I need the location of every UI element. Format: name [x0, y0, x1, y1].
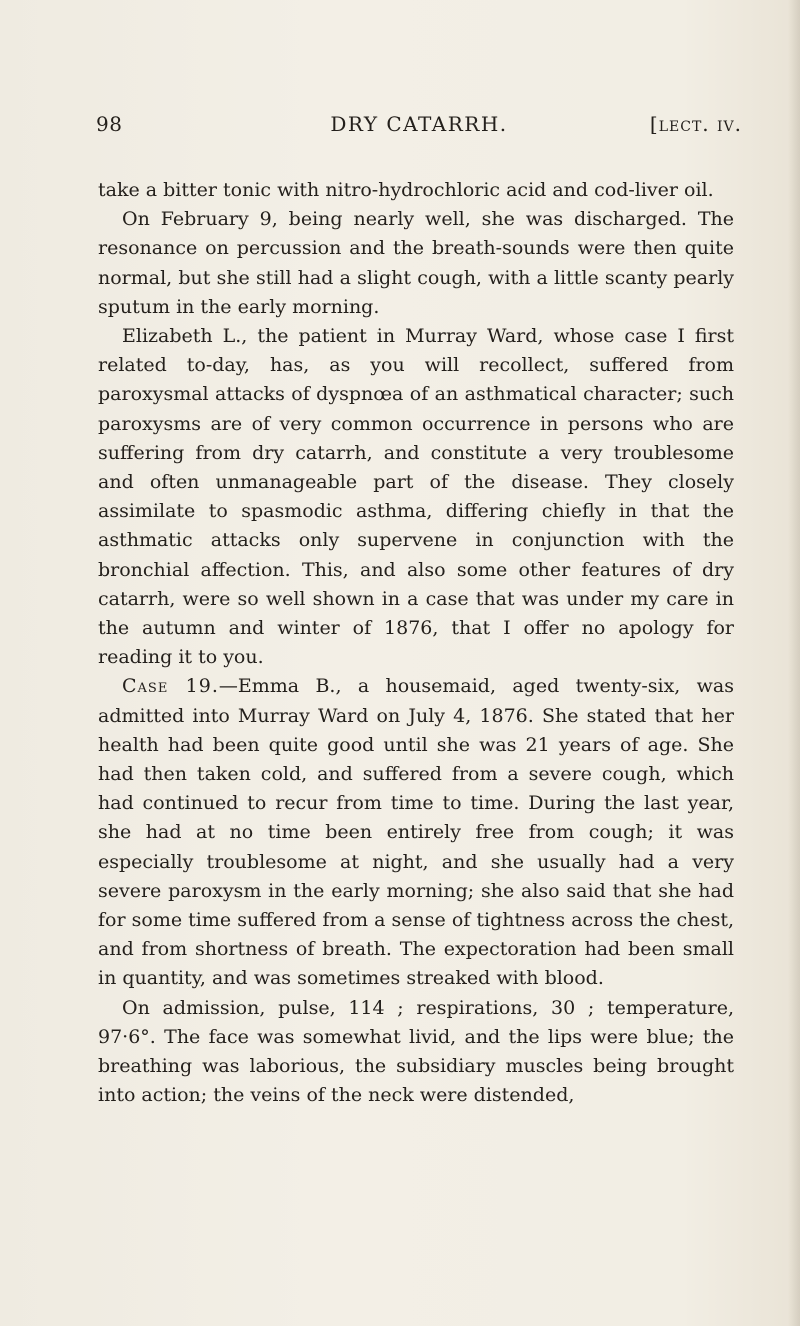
paragraph-5: On admission, pulse, 114 ; respirations, 30 ; temperature, 97·6°. The face was somewhat livid, and the lips were blue; the breathing was laborious, the subsidiary muscles being brought into action; the veins of the neck were distended,: [98, 996, 734, 1107]
running-title: DRY CATARRH.: [330, 112, 508, 136]
case-label: Case 19.: [122, 675, 219, 698]
paragraph-1: take a bitter tonic with nitro-hydrochloric acid and cod-liver oil.: [98, 179, 714, 201]
body-text: [98, 176, 734, 1111]
lecture-marker: [lect. iv.: [649, 112, 742, 136]
page-number: 98: [96, 112, 123, 136]
page-edge-shadow: [788, 0, 800, 1326]
paragraph-3: Elizabeth L., the patient in Murray Ward, whose case I first related to-day, has, as you will recollect, suffered from paroxysmal attacks of dyspnœa of an asthmatical character; such paroxysms are of very common occurrence in persons who are suffering from dry catarrh, and constitute a very troublesome and often unmanageable part of the disease. They closely assimilate to spasmodic asthma, differing chiefly in that the asthmatic attacks only supervene in conjunction with the bronchial affection. This, and also some other features of dry catarrh, were so well shown in a case that was under my care in the autumn and winter of 1876, that I offer no apology for reading it to you.: [98, 325, 734, 669]
case-text: —Emma B., a housemaid, aged twenty-six, was admitted into Murray Ward on July 4, 1876. She stated that her health had been quite good until she was 21 years of age. She had then taken cold, and suffered from a severe cough, which had continued to recur from time to time. During the last year, she had at no time been entirely free from cough; it was especially troublesome at night, and she usually had a very severe paroxysm in the early morning; she also said that she had for some time suffered from a sense of tightness across the chest, and from shortness of breath. The expectoration had been small in quantity, and was sometimes streaked with blood.: [98, 675, 734, 990]
paragraph-2: On February 9, being nearly well, she was discharged. The resonance on percussion and the breath-sounds were then quite normal, but she still had a slight cough, with a little scanty pearly sputum in the early morning.: [98, 208, 734, 318]
paragraph-case-19: [98, 672, 734, 993]
running-head: [96, 112, 742, 146]
